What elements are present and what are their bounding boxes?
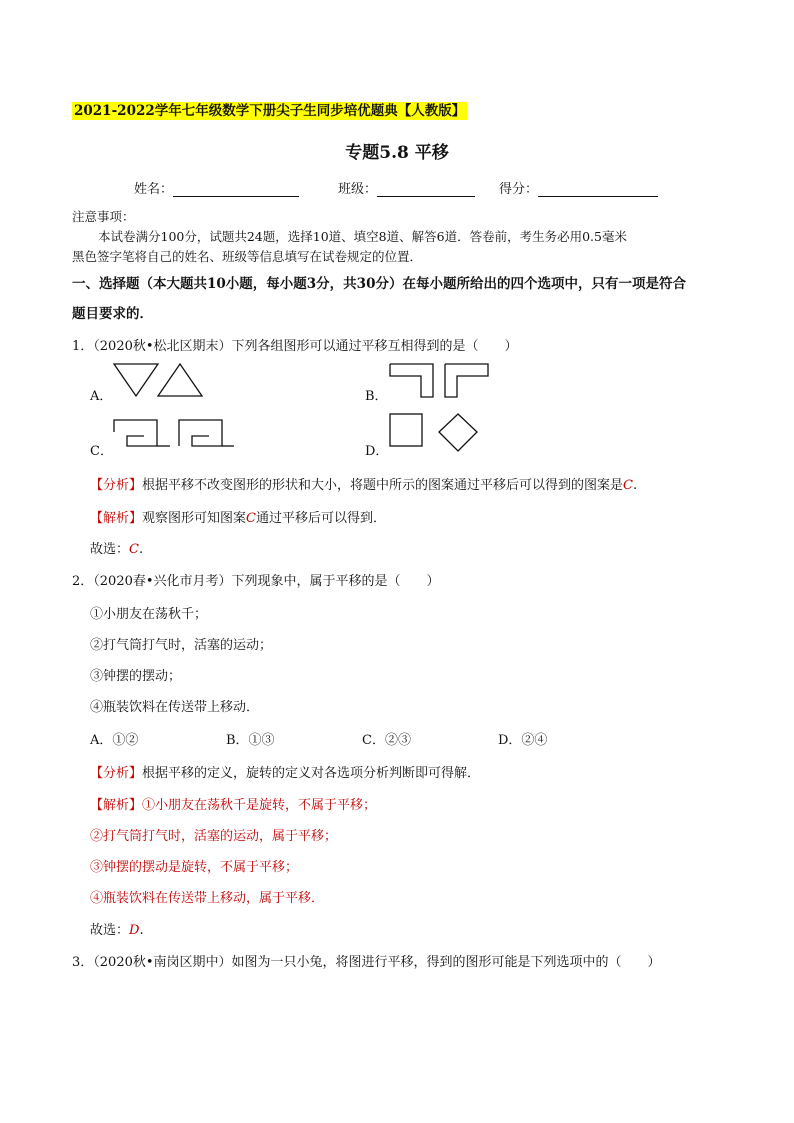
name-blank[interactable]	[173, 184, 299, 197]
score-label: 得分：	[499, 182, 539, 197]
q1-analysis	[90, 474, 637, 493]
solution-tag: 【解析】	[90, 798, 143, 813]
diamond-shape	[439, 414, 477, 451]
name-field	[134, 178, 299, 197]
page-title: 专题5.8 平移	[345, 143, 449, 163]
analysis-text: 根据平移不改变图形的形状和大小，将题中所示的图案通过平移后可以得到的图案是	[142, 478, 624, 493]
hook-shape-right	[179, 420, 222, 446]
q2-item: ③钟摆的摆动；	[90, 669, 182, 684]
score-field	[499, 178, 658, 197]
q1-option-d-label: D．	[365, 444, 389, 459]
choose-end: .	[139, 923, 144, 938]
section-header-line-1: 一、选择题（本大题共10小题，每小题3分，共30分）在每小题所给出的四个选项中，只有一项是符合	[72, 276, 686, 292]
q2-solution-line-2: ②打气筒打气时，活塞的运动，属于平移；	[90, 829, 338, 844]
q1-option-b-label: B．	[365, 389, 388, 404]
inverted-triangle-shape	[114, 364, 158, 396]
upright-triangle-shape	[158, 364, 202, 396]
q2-item: ①小朋友在荡秋千；	[90, 607, 208, 622]
notice-line-1: 本试卷满分100分，试题共24题，选择10道、填空8道、解答6道．答卷前，考生务必用0.5毫米	[98, 229, 627, 244]
solution-text-2: 通过平移后可以得到．	[255, 511, 386, 526]
q2-option-a: A．①②	[90, 733, 139, 748]
choose-label: 故选：	[90, 923, 130, 938]
notice-line-2: 黑色签字笔将自己的姓名、班级等信息填写在试卷规定的位置．	[72, 249, 423, 264]
hook-shape-left	[114, 420, 157, 446]
q2-option-d: D．②④	[498, 733, 548, 748]
class-label: 班级：	[338, 182, 378, 197]
q1-option-b-figure	[388, 362, 493, 402]
solution-text-1: 观察图形可知图案	[142, 511, 247, 526]
header-banner: 2021-2022学年七年级数学下册尖子生同步培优题典【人教版】	[74, 103, 466, 119]
analysis-text: 根据平移的定义，旋转的定义对各选项分析判断即可得解．	[142, 766, 481, 781]
solution-tag: 【解析】	[90, 511, 143, 526]
square-shape	[390, 414, 422, 446]
q2-item: ④瓶装饮料在传送带上移动．	[90, 700, 260, 715]
q2-choose	[90, 919, 144, 938]
choose-answer: D	[129, 923, 140, 938]
analysis-answer: C	[623, 478, 633, 493]
q1-option-a-label: A．	[90, 389, 113, 404]
q2-solution-line-1	[90, 794, 376, 813]
choose-answer: C	[129, 542, 139, 557]
q2-analysis	[90, 762, 480, 781]
q1-choose	[90, 538, 143, 557]
l-shape-right	[445, 364, 488, 397]
analysis-tag: 【分析】	[90, 766, 143, 781]
solution-text: ①小朋友在荡秋千是旋转，不属于平移；	[142, 798, 377, 813]
q1-option-c-figure	[112, 418, 237, 454]
notice-heading: 注意事项：	[72, 209, 135, 224]
class-blank[interactable]	[377, 184, 475, 197]
score-blank[interactable]	[538, 184, 658, 197]
q2-item: ②打气筒打气时，活塞的运动；	[90, 638, 273, 653]
choose-label: 故选：	[90, 542, 130, 557]
analysis-tag: 【分析】	[90, 478, 143, 493]
choose-end: .	[138, 542, 144, 557]
l-shape-left	[390, 364, 433, 397]
q1-option-a-figure	[112, 362, 202, 402]
class-field	[338, 178, 475, 197]
q2-solution-line-3: ③钟摆的摆动是旋转，不属于平移；	[90, 860, 299, 875]
name-label: 姓名：	[134, 182, 174, 197]
q1-option-c-label: C．	[90, 444, 113, 459]
q2-stem: 2．（2020春•兴化市月考）下列现象中，属于平移的是（ ）	[72, 574, 440, 589]
section-header-line-2: 题目要求的．	[72, 306, 153, 322]
q1-solution	[90, 507, 386, 526]
solution-answer: C	[246, 511, 256, 526]
q2-option-c: C．②③	[362, 733, 411, 748]
q3-stem: 3．（2020秋•南岗区期中）如图为一只小兔，将图进行平移，得到的图形可能是下列选项中的（ ）	[72, 955, 661, 970]
q2-solution-line-4: ④瓶装饮料在传送带上移动，属于平移．	[90, 891, 325, 906]
analysis-end: .	[632, 478, 638, 493]
q1-option-d-figure	[388, 412, 483, 454]
q1-stem: 1．（2020秋•松北区期末）下列各组图形可以通过平移互相得到的是（ ）	[72, 339, 518, 354]
q2-option-b: B．①③	[226, 733, 275, 748]
